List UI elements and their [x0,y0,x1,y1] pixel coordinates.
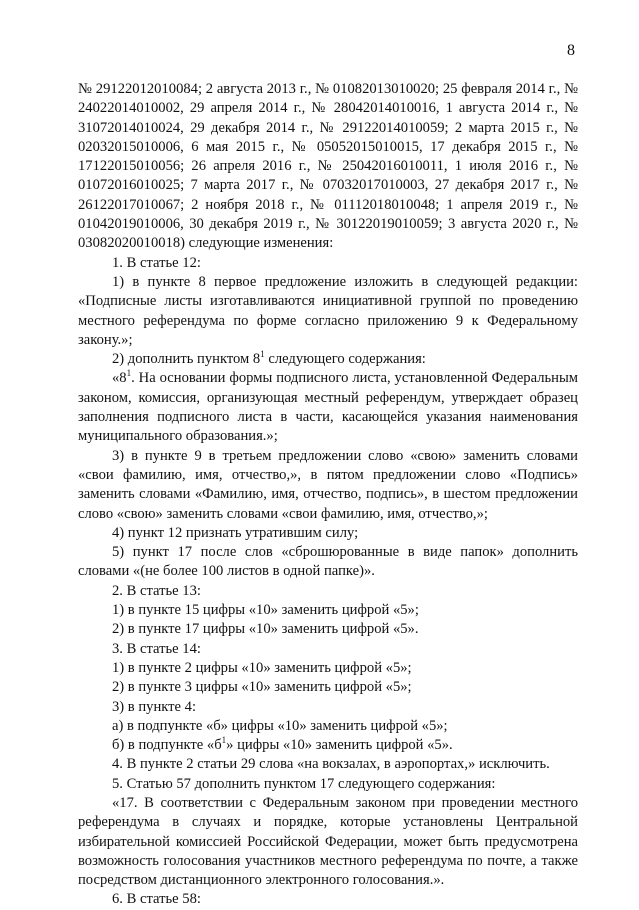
superscript: 1 [126,368,132,379]
superscript: 1 [260,349,265,360]
point-8-1-body: . На основании формы подписного листа, установленной Федеральным законом, комиссия, организующая местный референдум, утверждает образец заполнения подписного листа в части, касающейся указания наименования муниципального образования.»; [78,370,578,445]
article-12-item-1: 1) в пункте 8 первое предложение изложить в следующей редакции: «Подписные листы изготавливаются инициативной группой по проведению местного референдума по форме согласно приложению 9 к Федеральному закону.»; [78,273,578,348]
point-8-1-start: «8 [112,370,127,387]
point-17-text: «17. В соответствии с Федеральным законом при проведении местного референдума в случаях и порядке, которые установлены Центральной избирательной комиссией Российской Федерации, может быть предусмотрена возможность голосования участников местного референдума по почте, а также посредством дистанционного электронного голосования.». [78,794,578,889]
superscript: 1 [221,735,227,746]
article-12-item-2 [78,350,578,369]
article-14-heading: 3. В статье 14: [112,640,201,657]
article-12-item-3: 3) в пункте 9 в третьем предложении слово «свою» заменить словами «свои фамилию, имя, отчество,», в пятом предложении слово «Подпись» заменить словами «Фамилию, имя, отчество, подпись», в шестом предложении слово «свою» заменить словами «свои фамилию, имя, отчество,»; [78,447,578,522]
point-8-1-text [78,369,578,446]
item-2-text-end: следующего содержания: [264,351,426,368]
article-14-item-2: 2) в пункте 3 цифры «10» заменить цифрой «5»; [112,679,412,696]
item-2-text: 2) дополнить пунктом 8 [112,351,261,368]
article-13-item-2: 2) в пункте 17 цифры «10» заменить цифрой «5». [112,621,419,638]
page-number: 8 [567,42,575,59]
article-12-item-5: 5) пункт 17 после слов «сброшюрованные в виде папок» дополнить словами «(не более 100 листов в одной папке)». [78,544,578,580]
article-13-heading: 2. В статье 13: [112,582,201,599]
subitem-b-end: » цифры «10» заменить цифрой «5». [226,737,453,754]
article-14-subitem-b [78,736,578,755]
article-14-item-1: 1) в пункте 2 цифры «10» заменить цифрой «5»; [112,659,412,676]
article-12-item-4: 4) пункт 12 признать утратившим силу; [112,524,359,541]
article-13-item-1: 1) в пункте 15 цифры «10» заменить цифрой «5»; [112,602,419,619]
article-57-change: 5. Статью 57 дополнить пунктом 17 следующего содержания: [112,775,496,792]
article-58-heading: 6. В статье 58: [112,891,201,908]
article-12-heading: 1. В статье 12: [112,254,201,271]
article-29-change: 4. В пункте 2 статьи 29 слова «на вокзалах, в аэропортах,» исключить. [112,756,550,773]
article-14-item-3: 3) в пункте 4: [112,698,197,715]
document-body [78,80,578,910]
subitem-b-start: б) в подпункте «б [112,737,222,754]
amendment-dates-paragraph: № 29122012010084; 2 августа 2013 г., № 01082013010020; 25 февраля 2014 г., № 24022014010002, 29 апреля 2014 г., № 28042014010016, 1 августа 2014 г., № 31072014010024, 29 декабря 2014 г., № 29122014010059; 2 марта 2015 г., № 02032015010006, 6 мая 2015 г., № 05052015010015, 17 декабря 2015 г., № 17122015010056; 26 апреля 2016 г., № 25042016010011, 1 июля 2016 г., № 01072016010025; 7 марта 2017 г., № 07032017010003, 27 декабря 2017 г., № 26122017010067; 2 ноября 2018 г., № 01112018010048; 1 апреля 2019 г., № 01042019010006, 30 декабря 2019 г., № 30122019010059; 3 августа 2020 г., № 03082020010018) следующие изменения: [78,81,578,252]
article-14-subitem-a: а) в подпункте «б» цифры «10» заменить цифрой «5»; [112,717,448,734]
